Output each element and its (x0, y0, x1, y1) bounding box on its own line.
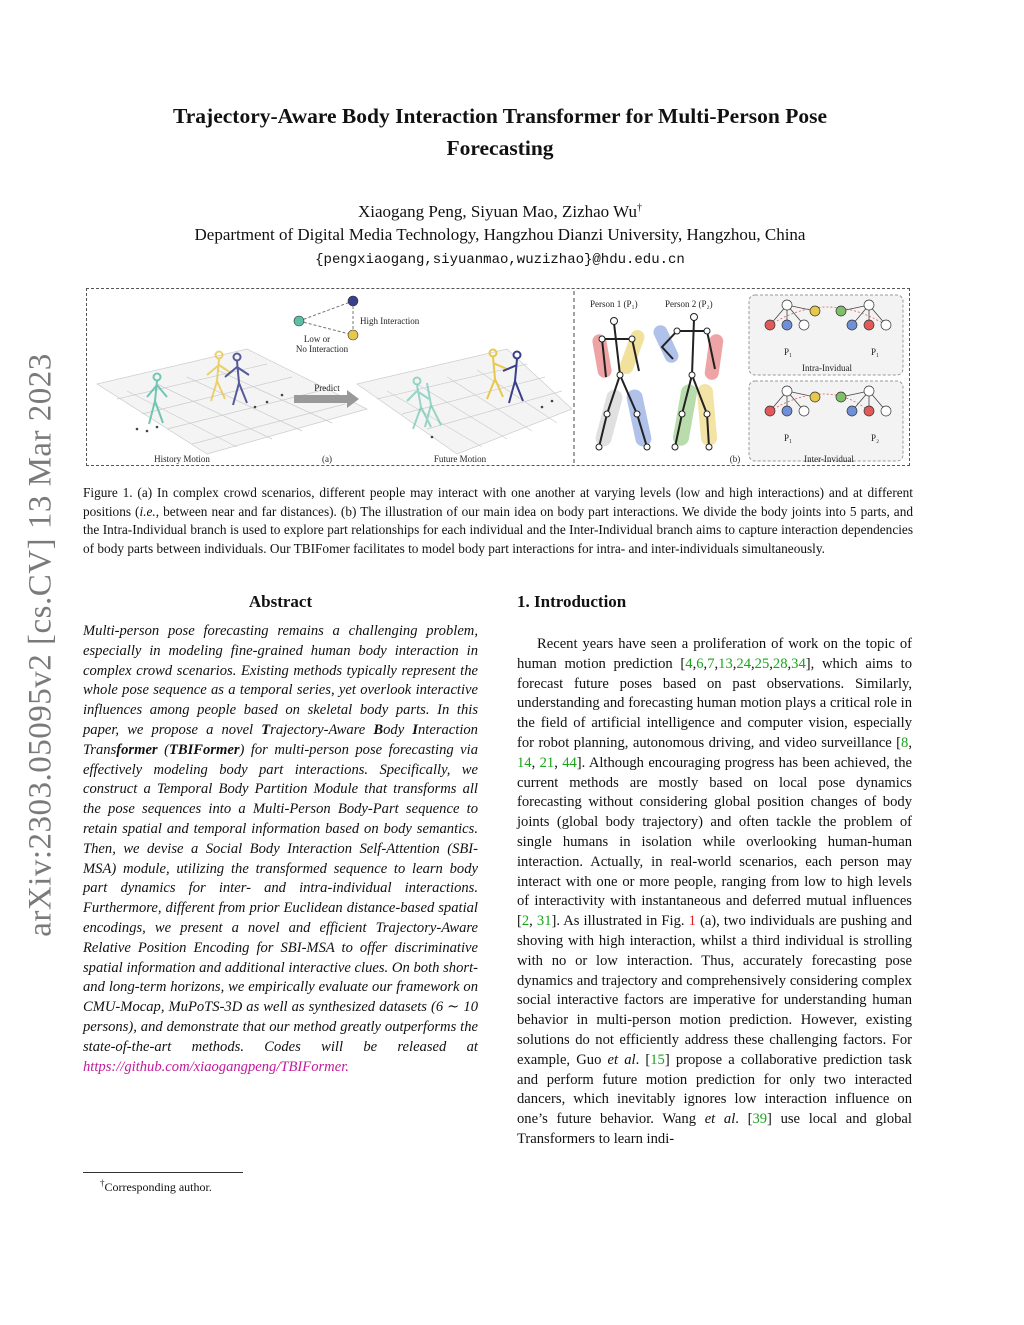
arxiv-id: arXiv:2303.05095v2 [cs.CV] 13 Mar 2023 (22, 353, 59, 937)
citation-link[interactable]: 8 (901, 734, 909, 751)
figure-ref-link[interactable]: 1 (688, 913, 696, 930)
footnote-rule (83, 1172, 243, 1173)
panel-a-label: (a) (322, 454, 332, 464)
figure-1-illustration (87, 289, 908, 464)
intra-label: Intra-Invidual (802, 363, 852, 373)
citation-link[interactable]: 21 (539, 754, 555, 771)
citation-link[interactable]: 44 (562, 754, 577, 771)
affiliation: Department of Digital Media Technology, Hangzhou Dianzi University, Hangzhou, China (194, 225, 806, 244)
email: {pengxiaogang,siyuanmao,wuzizhao}@hdu.edu.cn (315, 252, 685, 268)
low-or-label: Low or (303, 334, 331, 344)
author-mark: † (636, 202, 642, 214)
intra-p1-left-label: P₁ (784, 347, 793, 357)
citation-link[interactable]: 28 (772, 655, 788, 672)
abstract-text: Multi-person pose forecasting remains a challenging problem, especially in modeling fine-grained human body interaction in complex crowd scenarios. Existing methods typically represent the whole pose sequence as a temporal series, yet overlook interactive influences among people based on skeletal body parts. In this paper, we propose a novel Trajectory-Aware Body Interaction Transformer (TBIFormer) for multi-person pose forecasting via effectively modeling body part interactions. Specifically, we construct a Temporal Body Partition Module that transforms all the pose sequences into a Multi-Person Body-Part sequence to retain spatial and temporal information based on body semantics. Then, we devise a Social Body Interaction Self-Attention (SBI-MSA) module, utilizing the transformed sequence to learn body part dynamics for inter- and intra-individual interactions. Furthermore, different from prior Euclidean distance-based spatial encodings, we present a novel and efficient Trajectory-Aware Relative Position Encoding for SBI-MSA to offer discriminative spatial information and additional interactive clues. On both short- and long-term horizons, we empirically evaluate our framework on CMU-Mocap, MuPoTS-3D as well as synthesized datasets (6 ∼ 10 persons), and demonstrate that our method greatly outperforms the state-of-the-art methods. Codes will be released at https://github.com/xiaogangpeng/TBIFormer. (83, 623, 478, 1075)
history-motion-label: History Motion (154, 454, 210, 464)
inter-individual-box (749, 381, 903, 461)
footnote: †Corresponding author. (100, 1178, 212, 1194)
citation-link[interactable]: 31 (536, 913, 552, 930)
no-interaction-label: No Interaction (295, 344, 349, 354)
citation-link[interactable]: 2 (521, 913, 530, 930)
arxiv-sidebar (18, 345, 64, 945)
citation-link[interactable]: 7 (707, 655, 715, 672)
inter-p1-label: P₁ (784, 433, 793, 443)
future-motion-label: Future Motion (433, 454, 487, 464)
citation-link[interactable]: 15 (650, 1051, 665, 1068)
person1-skeleton (591, 318, 653, 451)
inter-label: Inter-Invidual (804, 454, 854, 464)
figure-1 (86, 288, 910, 466)
citation-link[interactable]: 6 (696, 655, 704, 672)
citation-link[interactable]: 13 (718, 655, 733, 672)
citation-link[interactable]: 39 (752, 1111, 768, 1128)
high-interaction-label: High Interaction (360, 316, 420, 326)
citation-link[interactable]: 4 (685, 655, 693, 672)
authors: Xiaogang Peng, Siyuan Mao, Zizhao Wu† (358, 202, 642, 221)
code-link[interactable]: https://github.com/xiaogangpeng/TBIFormer. (83, 1058, 349, 1075)
intro-heading: 1. Introduction (517, 592, 627, 611)
abstract-heading: Abstract (248, 592, 313, 611)
citation-link[interactable]: 25 (754, 655, 770, 672)
citation-link[interactable]: 14 (517, 754, 532, 771)
figure-caption: Figure 1. (a) In complex crowd scenarios, different people may interact with one another at varying levels (low and high interactions) and at different positions (i.e., between near and far distances). (b) The illustration of our main idea on body part interactions. We divide the body joints into 5 parts, and the Intra-Individual branch is used to explore part relationships for each individual and the Inter-Individual branch aims to capture interaction dependencies of body parts between individuals. Our TBIFomer facilitates to model body part interactions for intra- and inter-individuals simultaneously. (83, 485, 914, 556)
paper-title: Trajectory-Aware Body Interaction Transformer for Multi-Person Pose Forecasting (173, 104, 827, 160)
intro-text: Recent years have seen a proliferation of work on the topic of human motion prediction [4,6,7,13,24,25,28,34], which aims to forecast future poses based on past observations. Similarly, understanding and forecasting human motion plays a critical role in the field of artificial intelligence and computer vision, especially for robot planning, autonomous driving, and video surveillance [8, 14, 21, 44]. Although encouraging progress has been achieved, the current methods are mostly based on local pose dynamics forecasting without considering global position changes of body joints (global body trajectory) and often tackle the problem of single humans in isolation while overlooking human-human interaction. Actually, in real-world scenarios, each person may interact with one or more people, ranging from low to high levels of interactivity with instantaneous and deferred mutual influences [2, 31]. As illustrated in Fig. 1 (a), two individuals are pushing and shoving with high interaction, whilst a third individual is strolling with no or low interaction. Thus, accurately forecasting pose dynamics and trajectory and comprehensively considering complex social interactive factors are imperative for understanding human behavior in multi-person motion prediction. However, existing solutions do not efficiently address these challenging factors. For example, Guo et al. [15] propose a collaborative prediction task and perform future motion prediction for only two interacted dancers, which inevitably ignores low interaction influence on one’s future behavior. Wang et al. [39] use local and global Transformers to learn indi- (517, 636, 913, 1147)
intra-p1-right-label: P₁ (871, 347, 880, 357)
person1-label: Person 1 (P₁) (590, 299, 638, 309)
predict-label: Predict (314, 383, 340, 393)
person2-skeleton (651, 314, 724, 451)
panel-b-label: (b) (729, 454, 741, 464)
person2-label: Person 2 (P₂) (665, 299, 713, 309)
citation-link[interactable]: 24 (736, 655, 751, 672)
citation-link[interactable]: 34 (791, 655, 806, 672)
inter-p2-label: P₂ (871, 433, 880, 443)
